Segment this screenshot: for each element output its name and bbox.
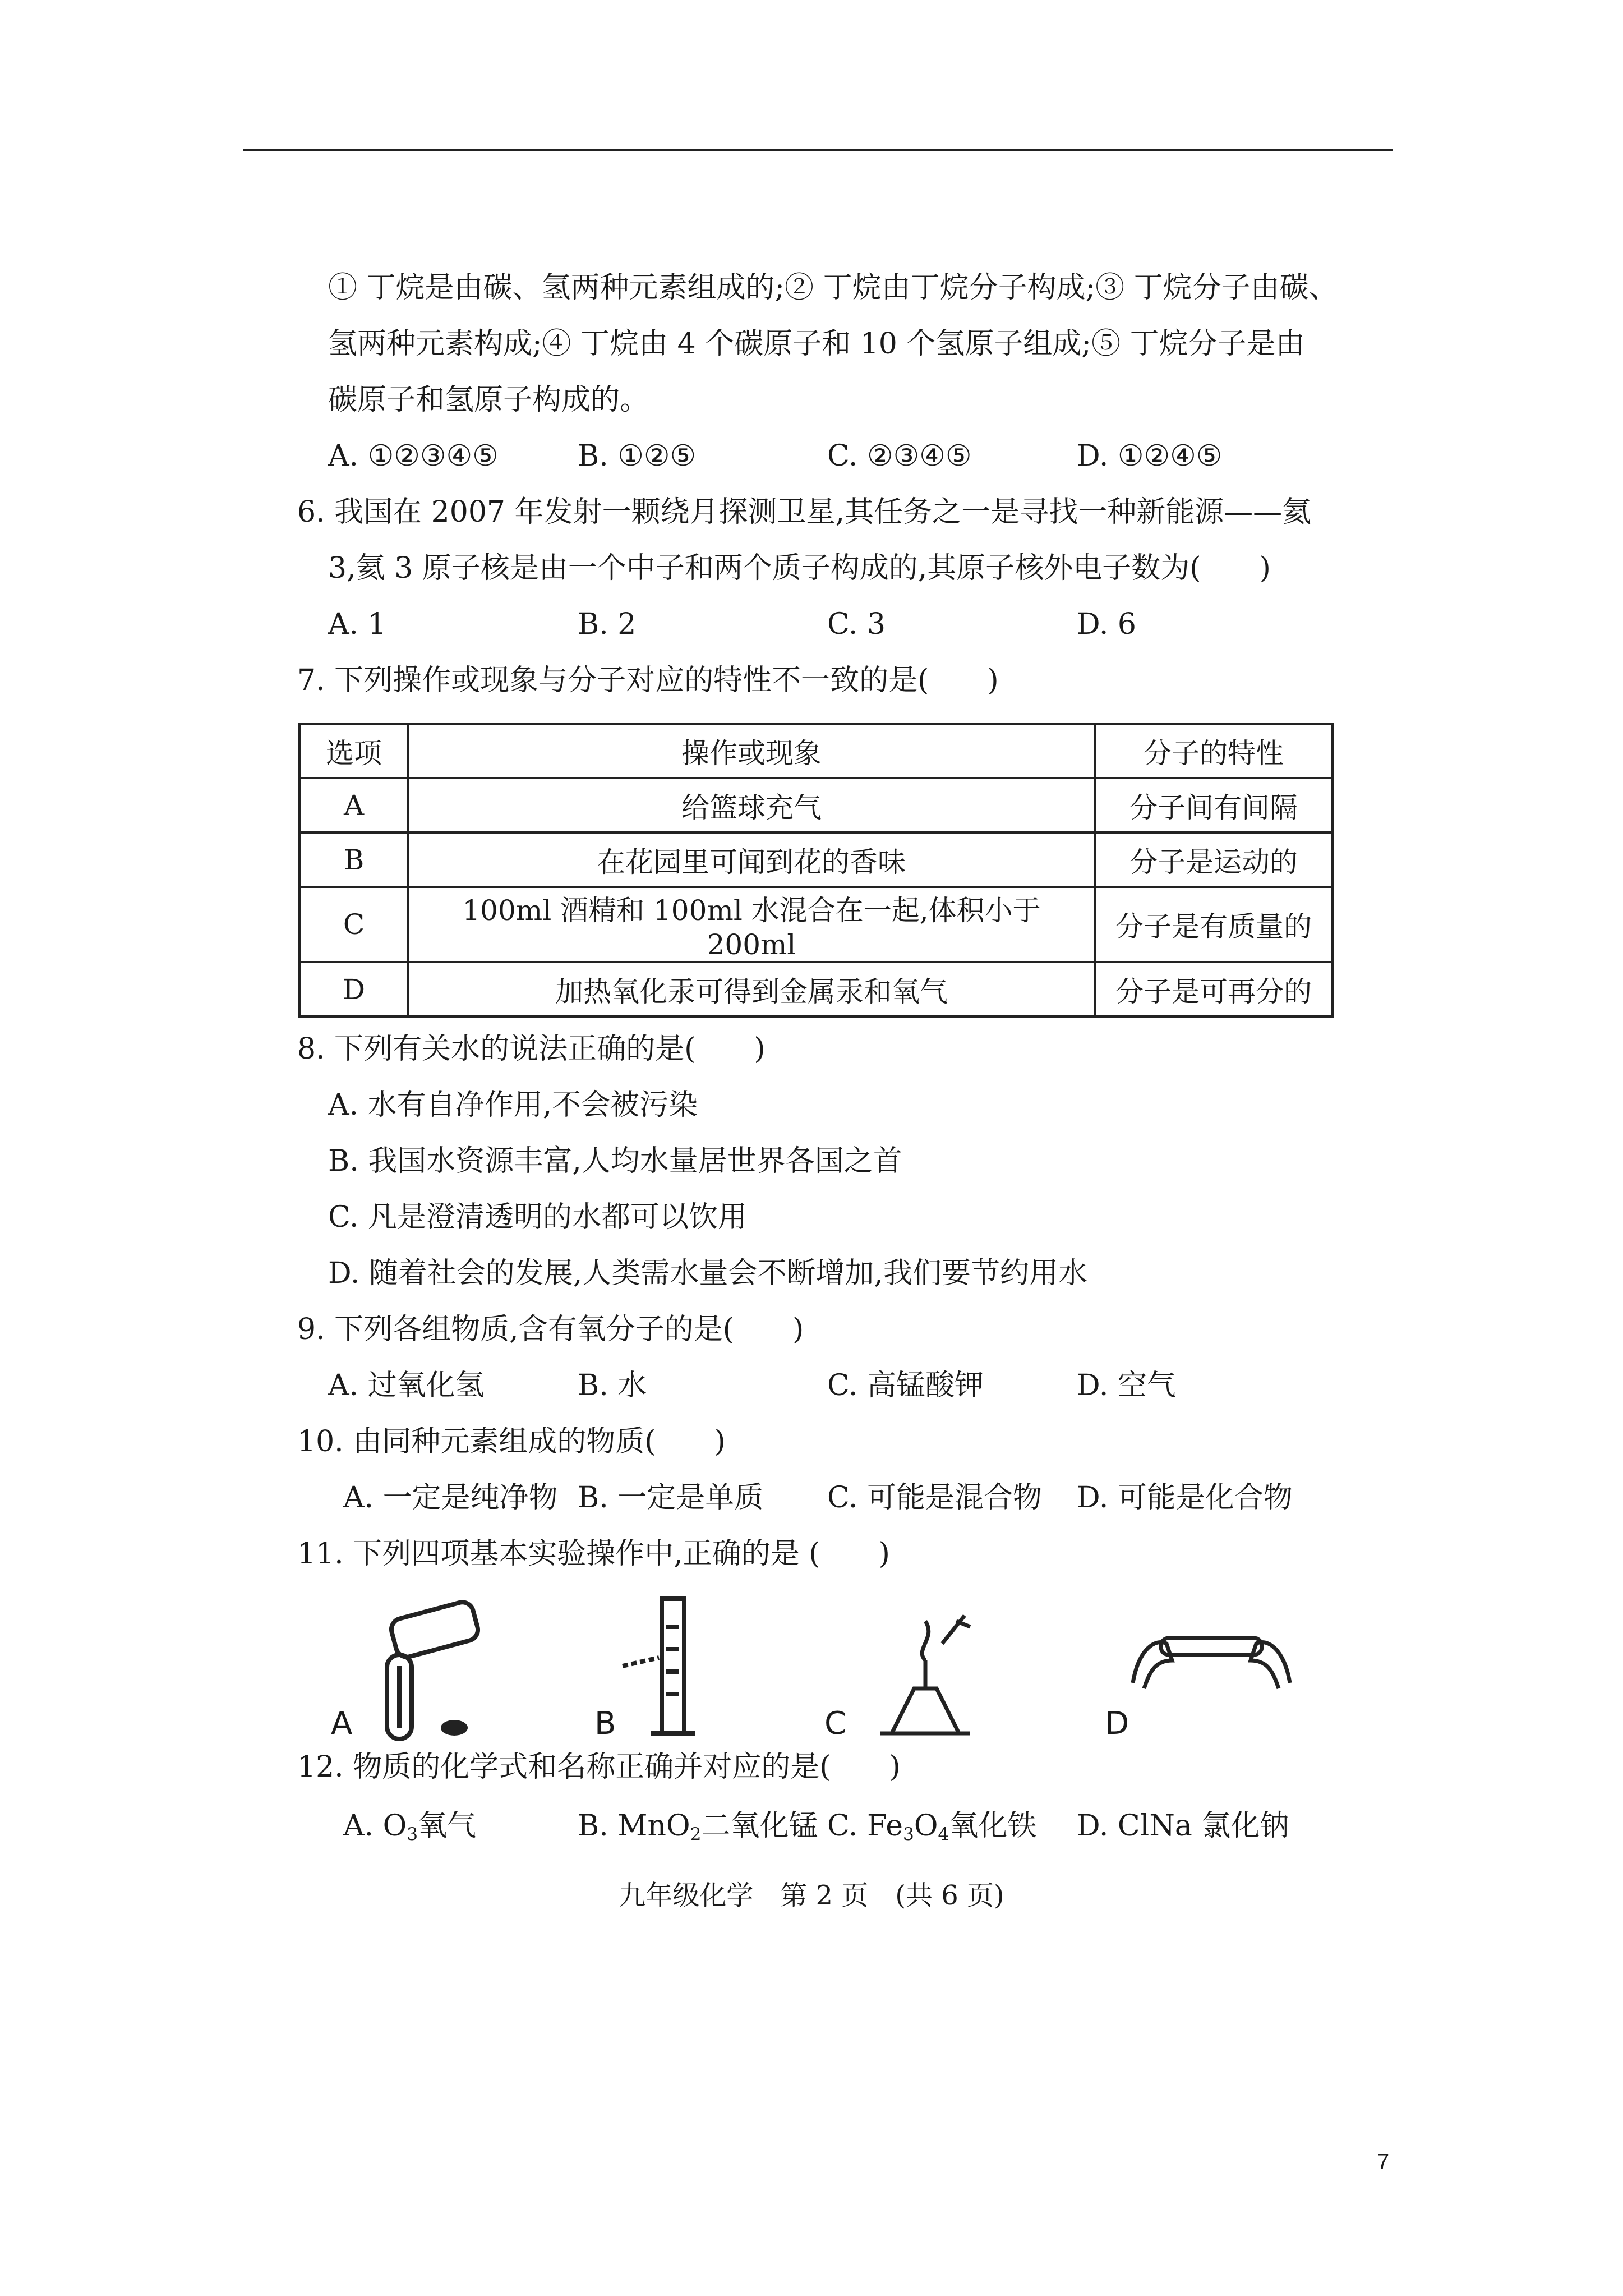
table-cell: 分子是有质量的 — [1095, 887, 1332, 962]
q10-option-c: C. 可能是混合物 — [827, 1481, 1042, 1515]
q5-option-d: D. ①②④⑤ — [1077, 439, 1223, 473]
q9-option-c: C. 高锰酸钾 — [827, 1369, 984, 1402]
q6-option-c: C. 3 — [827, 608, 886, 641]
test-tube-pouring-illustration — [336, 1593, 538, 1750]
table-cell: A — [299, 778, 408, 832]
q12-c-formula: C. Fe — [827, 1809, 903, 1843]
q12-option-a — [343, 1809, 476, 1851]
q12-a-name: 氧气 — [418, 1809, 477, 1843]
q11-stem: 11. 下列四项基本实验操作中,正确的是 ( ) — [297, 1537, 890, 1571]
q9-option-d: D. 空气 — [1077, 1369, 1176, 1402]
q12-b-name: 二氧化锰 — [701, 1809, 818, 1843]
q12-c-name: 氧化铁 — [949, 1809, 1037, 1843]
table-cell: 给篮球充气 — [408, 778, 1095, 832]
page-number: 7 — [1377, 2150, 1390, 2174]
q11-label-b: B — [594, 1705, 616, 1742]
q8-option-b: B. 我国水资源丰富,人均水量居世界各国之首 — [328, 1144, 902, 1178]
q5-option-a: A. ①②③④⑤ — [328, 439, 499, 473]
q8-option-d: D. 随着社会的发展,人类需水量会不断增加,我们要节约用水 — [328, 1257, 1087, 1290]
q12-stem: 12. 物质的化学式和名称正确并对应的是( ) — [297, 1750, 901, 1784]
page-footer: 九年级化学 第 2 页 (共 6 页) — [619, 1880, 1004, 1911]
q12-c-subscript-2: 4 — [938, 1824, 949, 1844]
q5-line-3: 碳原子和氢原子构成的。 — [328, 383, 649, 417]
q7-stem: 7. 下列操作或现象与分子对应的特性不一致的是( ) — [297, 664, 999, 697]
table-cell: 分子是运动的 — [1095, 832, 1332, 887]
table-cell: 分子间有间隔 — [1095, 778, 1332, 832]
q10-option-a: A. 一定是纯净物 — [343, 1481, 558, 1515]
q6-option-d: D. 6 — [1077, 608, 1136, 641]
header-rule — [243, 149, 1393, 151]
q9-option-a: A. 过氧化氢 — [328, 1369, 485, 1402]
q5-option-c: C. ②③④⑤ — [827, 439, 972, 473]
table-cell: 加热氧化汞可得到金属汞和氧气 — [408, 962, 1095, 1016]
q12-c-subscript-1: 3 — [903, 1824, 914, 1844]
q5-line-1: ① 丁烷是由碳、氢两种元素组成的;② 丁烷由丁烷分子构成;③ 丁烷分子由碳、 — [328, 271, 1338, 305]
graduated-cylinder-illustration — [617, 1593, 729, 1745]
table-cell: 分子是可再分的 — [1095, 962, 1332, 1016]
table-cell: 在花园里可闻到花的香味 — [408, 832, 1095, 887]
q6-option-b: B. 2 — [578, 608, 637, 641]
q10-option-b: B. 一定是单质 — [578, 1481, 764, 1515]
q12-option-c — [827, 1809, 1036, 1851]
q10-option-d: D. 可能是化合物 — [1077, 1481, 1293, 1515]
alcohol-lamp-illustration — [858, 1599, 993, 1745]
table-cell: 100ml 酒精和 100ml 水混合在一起,体积小于 200ml — [408, 887, 1095, 962]
q12-c-formula-mid: O — [914, 1809, 938, 1843]
q5-option-b: B. ①②⑤ — [578, 439, 697, 473]
table-row — [299, 962, 1332, 1016]
q12-a-subscript: 3 — [407, 1824, 418, 1844]
table-cell: D — [299, 962, 408, 1016]
q12-b-subscript: 2 — [690, 1824, 702, 1844]
q12-option-d: D. ClNa 氯化钠 — [1077, 1809, 1289, 1843]
q10-stem: 10. 由同种元素组成的物质( ) — [297, 1425, 726, 1458]
q9-option-b: B. 水 — [578, 1369, 647, 1402]
q8-option-c: C. 凡是澄清透明的水都可以饮用 — [328, 1200, 747, 1234]
q11-label-a: A — [331, 1705, 353, 1742]
q12-option-b — [578, 1809, 818, 1851]
table-row — [299, 887, 1332, 962]
q6-line-1: 6. 我国在 2007 年发射一颗绕月探测卫星,其任务之一是寻找一种新能源——氦 — [297, 495, 1312, 529]
table-cell: B — [299, 832, 408, 887]
q8-option-a: A. 水有自净作用,不会被污染 — [328, 1088, 698, 1122]
table-header-cell: 操作或现象 — [408, 724, 1095, 778]
table-header-row — [299, 724, 1332, 778]
q9-stem: 9. 下列各组物质,含有氧分子的是( ) — [297, 1313, 804, 1346]
q7-table — [298, 723, 1334, 1018]
q6-line-2: 3,氦 3 原子核是由一个中子和两个质子构成的,其原子核外电子数为( ) — [328, 551, 1271, 585]
table-header-cell: 分子的特性 — [1095, 724, 1332, 778]
q6-option-a: A. 1 — [328, 608, 386, 641]
q8-stem: 8. 下列有关水的说法正确的是( ) — [297, 1032, 766, 1066]
hands-holding-tube-illustration — [1122, 1616, 1301, 1705]
table-row — [299, 832, 1332, 887]
q12-a-formula: A. O — [343, 1809, 407, 1843]
q11-label-c: C — [824, 1705, 847, 1742]
q5-line-2: 氢两种元素构成;④ 丁烷由 4 个碳原子和 10 个氢原子组成;⑤ 丁烷分子是由 — [328, 327, 1305, 361]
q12-b-formula: B. MnO — [578, 1809, 690, 1843]
table-cell: C — [299, 887, 408, 962]
q11-label-d: D — [1105, 1705, 1129, 1742]
table-row — [299, 778, 1332, 832]
table-header-cell: 选项 — [299, 724, 408, 778]
